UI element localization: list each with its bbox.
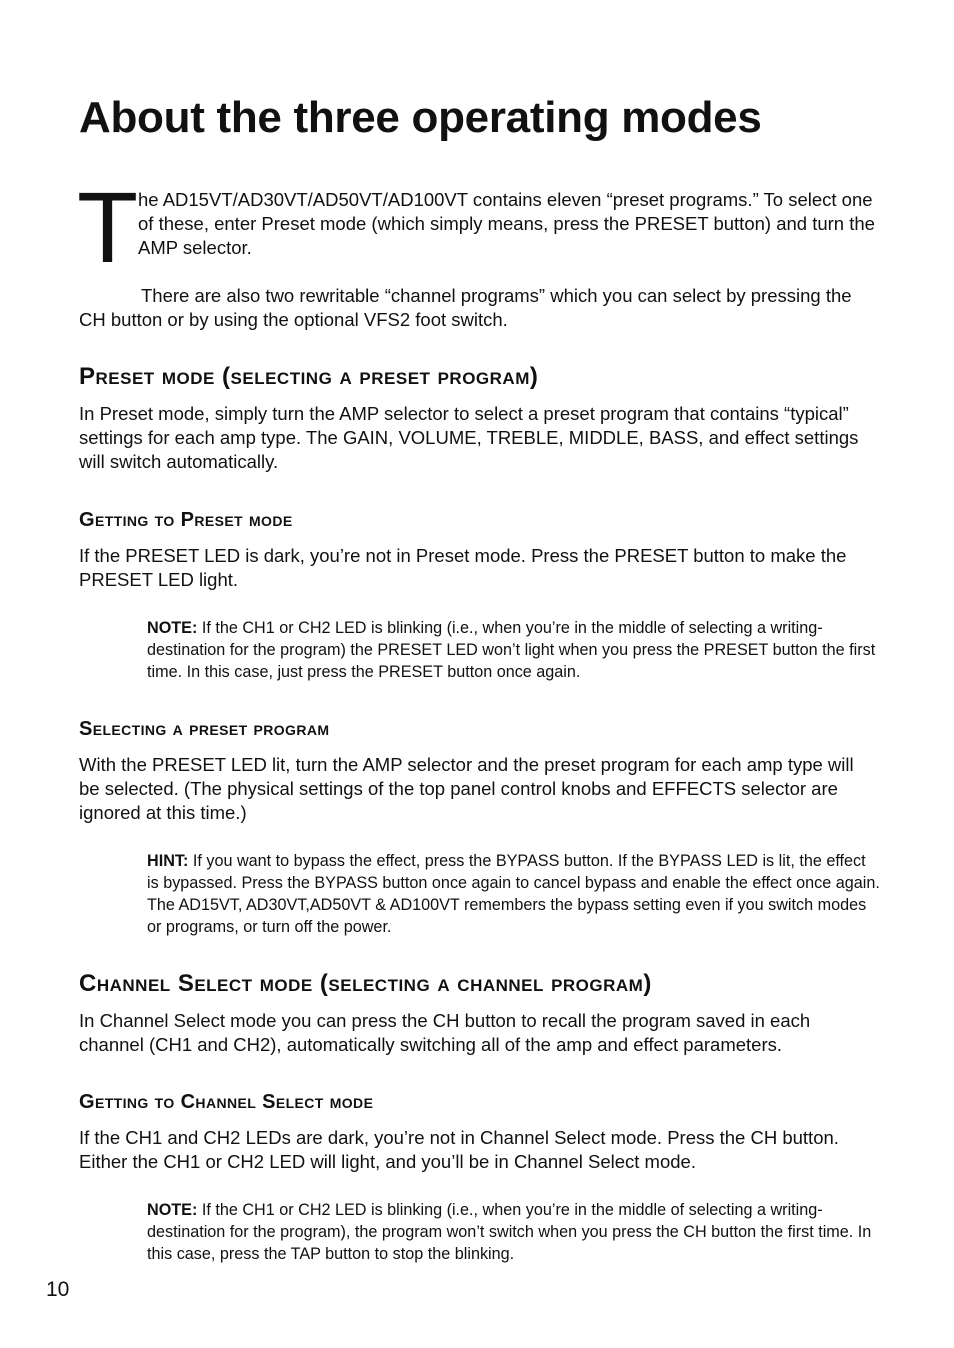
preset-mode-body: In Preset mode, simply turn the AMP selector to select a preset program that contains “typical” settings for each amp type. The GAIN, VOLUME, TREBLE, MIDDLE, BASS, and effect settings will switch automatically. <box>79 403 859 472</box>
selecting-preset-heading: Selecting a preset program <box>79 718 330 740</box>
bypass-hint <box>147 850 880 938</box>
note-label: NOTE: <box>147 1201 198 1219</box>
channel-mode-heading: Channel Select mode (selecting a channel program) <box>79 970 652 997</box>
note-text: If the CH1 or CH2 LED is blinking (i.e., when you’re in the middle of selecting a writing-destination for the program) the PRESET LED won’t light when you press the PRESET button the first time. In this case, just press the PRESET button once again. <box>147 619 876 681</box>
channel-note <box>147 1199 880 1265</box>
preset-mode-heading: Preset mode (selecting a preset program) <box>79 363 539 390</box>
note-text: If the CH1 or CH2 LED is blinking (i.e., when you’re in the middle of selecting a writing-destination for the program), the program won’t switch when you press the CH button the first time. In this case, press the TAP button to stop the blinking. <box>147 1201 872 1263</box>
drop-cap: T <box>77 172 139 284</box>
preset-note <box>147 617 880 683</box>
page-number: 10 <box>46 1278 70 1301</box>
intro-paragraph-first: he AD15VT/AD30VT/AD50VT/AD100VT contains eleven “preset programs.” To select one of these, enter Preset mode (which simply means, press the PRESET button) and turn the AMP selector. <box>138 189 875 258</box>
getting-to-channel-body: If the CH1 and CH2 LEDs are dark, you’re not in Channel Select mode. Press the CH button. Either the CH1 or CH2 LED will light, and you’ll be in Channel Select mode. <box>79 1127 839 1172</box>
note-label: NOTE: <box>147 619 198 637</box>
hint-text: If you want to bypass the effect, press the BYPASS button. If the BYPASS LED is lit, the effect is bypassed. Press the BYPASS button once again to cancel bypass and enable the effect once again. The AD15VT, AD30VT,AD50VT & AD100VT remembers the bypass setting even if you switch modes or programs, or turn off the power. <box>147 852 880 936</box>
selecting-preset-body: With the PRESET LED lit, turn the AMP selector and the preset program for each amp type will be selected. (The physical settings of the top panel control knobs and EFFECTS selector are ignored at this time.) <box>79 754 854 823</box>
getting-to-channel-heading: Getting to Channel Select mode <box>79 1091 374 1113</box>
getting-to-preset-heading: Getting to Preset mode <box>79 509 293 531</box>
page-title: About the three operating modes <box>79 93 762 142</box>
intro-paragraph-second: There are also two rewritable “channel programs” which you can select by pressing the CH button or by using the optional VFS2 foot switch. <box>79 285 852 330</box>
hint-label: HINT: <box>147 852 189 870</box>
getting-to-preset-body: If the PRESET LED is dark, you’re not in Preset mode. Press the PRESET button to make the PRESET LED light. <box>79 545 847 590</box>
channel-mode-body: In Channel Select mode you can press the CH button to recall the program saved in each channel (CH1 and CH2), automatically switching all of the amp and effect parameters. <box>79 1010 811 1055</box>
